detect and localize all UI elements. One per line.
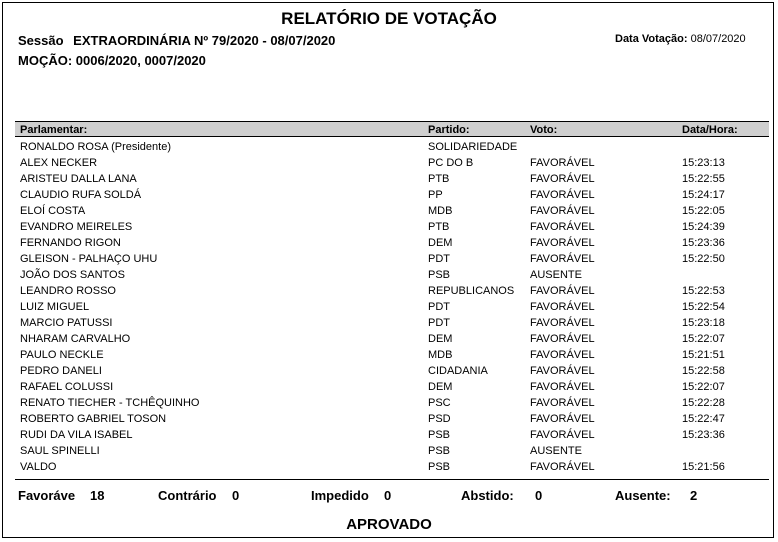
table-row xyxy=(0,443,778,459)
vote-date xyxy=(615,33,746,45)
table-row xyxy=(0,411,778,427)
cell-time: 15:22:05 xyxy=(682,205,725,217)
cell-party: MDB xyxy=(428,349,453,361)
motion-line: MOÇÃO: 0006/2020, 0007/2020 xyxy=(18,53,206,68)
cell-name: NHARAM CARVALHO xyxy=(20,333,131,345)
cell-vote: AUSENTE xyxy=(530,269,582,281)
summary-impeded-label: Impedido xyxy=(311,488,369,503)
cell-name: ARISTEU DALLA LANA xyxy=(20,173,137,185)
cell-name: JOÃO DOS SANTOS xyxy=(20,269,125,281)
table-row xyxy=(0,251,778,267)
cell-party: DEM xyxy=(428,237,453,249)
cell-name: EVANDRO MEIRELES xyxy=(20,221,133,233)
cell-vote: FAVORÁVEL xyxy=(530,397,595,409)
cell-name: RAFAEL COLUSSI xyxy=(20,381,114,393)
cell-party: PDT xyxy=(428,301,450,313)
summary-absent-label: Ausente: xyxy=(615,488,671,503)
cell-time: 15:23:13 xyxy=(682,157,725,169)
session-value: EXTRAORDINÁRIA Nº 79/2020 - 08/07/2020 xyxy=(73,33,336,48)
summary-abstain-value: 0 xyxy=(535,488,543,503)
table-row xyxy=(0,363,778,379)
cell-vote: FAVORÁVEL xyxy=(530,413,595,425)
cell-time: 15:22:28 xyxy=(682,397,725,409)
cell-party: PSB xyxy=(428,429,451,441)
table-body xyxy=(0,139,778,475)
cell-time: 15:22:53 xyxy=(682,285,725,297)
cell-time: 15:22:55 xyxy=(682,173,725,185)
table-row xyxy=(0,331,778,347)
cell-party: DEM xyxy=(428,381,453,393)
table-row xyxy=(0,299,778,315)
cell-time: 15:23:36 xyxy=(682,237,725,249)
vote-date-label: Data Votação: xyxy=(615,33,688,45)
table-row xyxy=(0,187,778,203)
summary-abstain-label: Abstido: xyxy=(461,488,514,503)
cell-time: 15:22:07 xyxy=(682,333,725,345)
cell-vote: FAVORÁVEL xyxy=(530,429,595,441)
cell-vote: FAVORÁVEL xyxy=(530,157,595,169)
cell-name: CLAUDIO RUFA SOLDÁ xyxy=(20,189,142,201)
cell-name: ROBERTO GABRIEL TOSON xyxy=(20,413,167,425)
cell-time: 15:23:18 xyxy=(682,317,725,329)
cell-vote: FAVORÁVEL xyxy=(530,349,595,361)
table-row xyxy=(0,315,778,331)
cell-time: 15:24:17 xyxy=(682,189,725,201)
report-title: RELATÓRIO DE VOTAÇÃO xyxy=(281,9,497,28)
cell-party: PC DO B xyxy=(428,157,474,169)
header-party: Partido: xyxy=(428,124,470,136)
cell-name: VALDO xyxy=(20,461,57,473)
cell-party: PTB xyxy=(428,173,450,185)
table-row xyxy=(0,347,778,363)
cell-name: LEANDRO ROSSO xyxy=(20,285,116,297)
cell-party: CIDADANIA xyxy=(428,365,488,377)
cell-time: 15:21:56 xyxy=(682,461,725,473)
cell-vote: AUSENTE xyxy=(530,445,582,457)
summary-impeded-value: 0 xyxy=(384,488,392,503)
cell-vote: FAVORÁVEL xyxy=(530,221,595,233)
cell-name: ALEX NECKER xyxy=(20,157,98,169)
table-row xyxy=(0,379,778,395)
cell-party: PDT xyxy=(428,253,450,265)
cell-party: PSB xyxy=(428,461,451,473)
summary-favor-value: 18 xyxy=(90,488,105,503)
cell-vote: FAVORÁVEL xyxy=(530,365,595,377)
summary-against-value: 0 xyxy=(232,488,240,503)
summary-absent-value: 2 xyxy=(690,488,698,503)
cell-time: 15:21:51 xyxy=(682,349,725,361)
cell-name: LUIZ MIGUEL xyxy=(20,301,90,313)
cell-time: 15:23:36 xyxy=(682,429,725,441)
table-header xyxy=(15,121,769,137)
cell-vote: FAVORÁVEL xyxy=(530,317,595,329)
table-row xyxy=(0,155,778,171)
cell-party: PTB xyxy=(428,221,450,233)
table-row xyxy=(0,267,778,283)
cell-vote: FAVORÁVEL xyxy=(530,189,595,201)
cell-vote: FAVORÁVEL xyxy=(530,205,595,217)
cell-party: DEM xyxy=(428,333,453,345)
cell-name: SAUL SPINELLI xyxy=(20,445,100,457)
session-line xyxy=(18,33,335,48)
cell-time: 15:22:07 xyxy=(682,381,725,393)
cell-name: MARCIO PATUSSI xyxy=(20,317,113,329)
cell-time: 15:22:54 xyxy=(682,301,725,313)
cell-party: SOLIDARIEDADE xyxy=(428,141,518,153)
cell-party: PSB xyxy=(428,445,451,457)
cell-party: PDT xyxy=(428,317,450,329)
cell-name: RENATO TIECHER - TCHÊQUINHO xyxy=(20,397,200,409)
cell-vote: FAVORÁVEL xyxy=(530,333,595,345)
cell-party: REPUBLICANOS xyxy=(428,285,515,297)
summary-divider xyxy=(15,479,769,480)
cell-party: MDB xyxy=(428,205,453,217)
table-row xyxy=(0,219,778,235)
table-row xyxy=(0,395,778,411)
summary-against-label: Contrário xyxy=(158,488,217,503)
cell-vote: FAVORÁVEL xyxy=(530,461,595,473)
cell-vote: FAVORÁVEL xyxy=(530,173,595,185)
cell-name: RONALDO ROSA (Presidente) xyxy=(20,141,171,153)
vote-date-value: 08/07/2020 xyxy=(690,33,746,45)
cell-name: GLEISON - PALHAÇO UHU xyxy=(20,253,158,265)
cell-name: PAULO NECKLE xyxy=(20,349,104,361)
cell-name: PEDRO DANELI xyxy=(20,365,102,377)
cell-name: FERNANDO RIGON xyxy=(20,237,121,249)
cell-vote: FAVORÁVEL xyxy=(530,381,595,393)
table-row xyxy=(0,283,778,299)
cell-vote: FAVORÁVEL xyxy=(530,285,595,297)
table-row xyxy=(0,235,778,251)
cell-party: PSC xyxy=(428,397,451,409)
cell-time: 15:22:58 xyxy=(682,365,725,377)
cell-vote: FAVORÁVEL xyxy=(530,253,595,265)
cell-time: 15:22:47 xyxy=(682,413,725,425)
cell-time: 15:22:50 xyxy=(682,253,725,265)
table-row xyxy=(0,203,778,219)
cell-vote: FAVORÁVEL xyxy=(530,301,595,313)
table-row xyxy=(0,139,778,155)
table-row xyxy=(0,427,778,443)
header-name: Parlamentar: xyxy=(20,124,88,136)
table-row xyxy=(0,459,778,475)
session-label: Sessão xyxy=(18,33,64,48)
header-time: Data/Hora: xyxy=(682,124,738,136)
header-vote: Voto: xyxy=(530,124,558,136)
cell-party: PSB xyxy=(428,269,451,281)
vote-result: APROVADO xyxy=(346,516,432,533)
summary-favor-label: Favoráve xyxy=(18,488,76,503)
table-row xyxy=(0,171,778,187)
cell-time: 15:24:39 xyxy=(682,221,725,233)
cell-name: RUDI DA VILA ISABEL xyxy=(20,429,133,441)
cell-party: PSD xyxy=(428,413,451,425)
cell-party: PP xyxy=(428,189,443,201)
cell-name: ELOÍ COSTA xyxy=(20,205,86,217)
cell-vote: FAVORÁVEL xyxy=(530,237,595,249)
